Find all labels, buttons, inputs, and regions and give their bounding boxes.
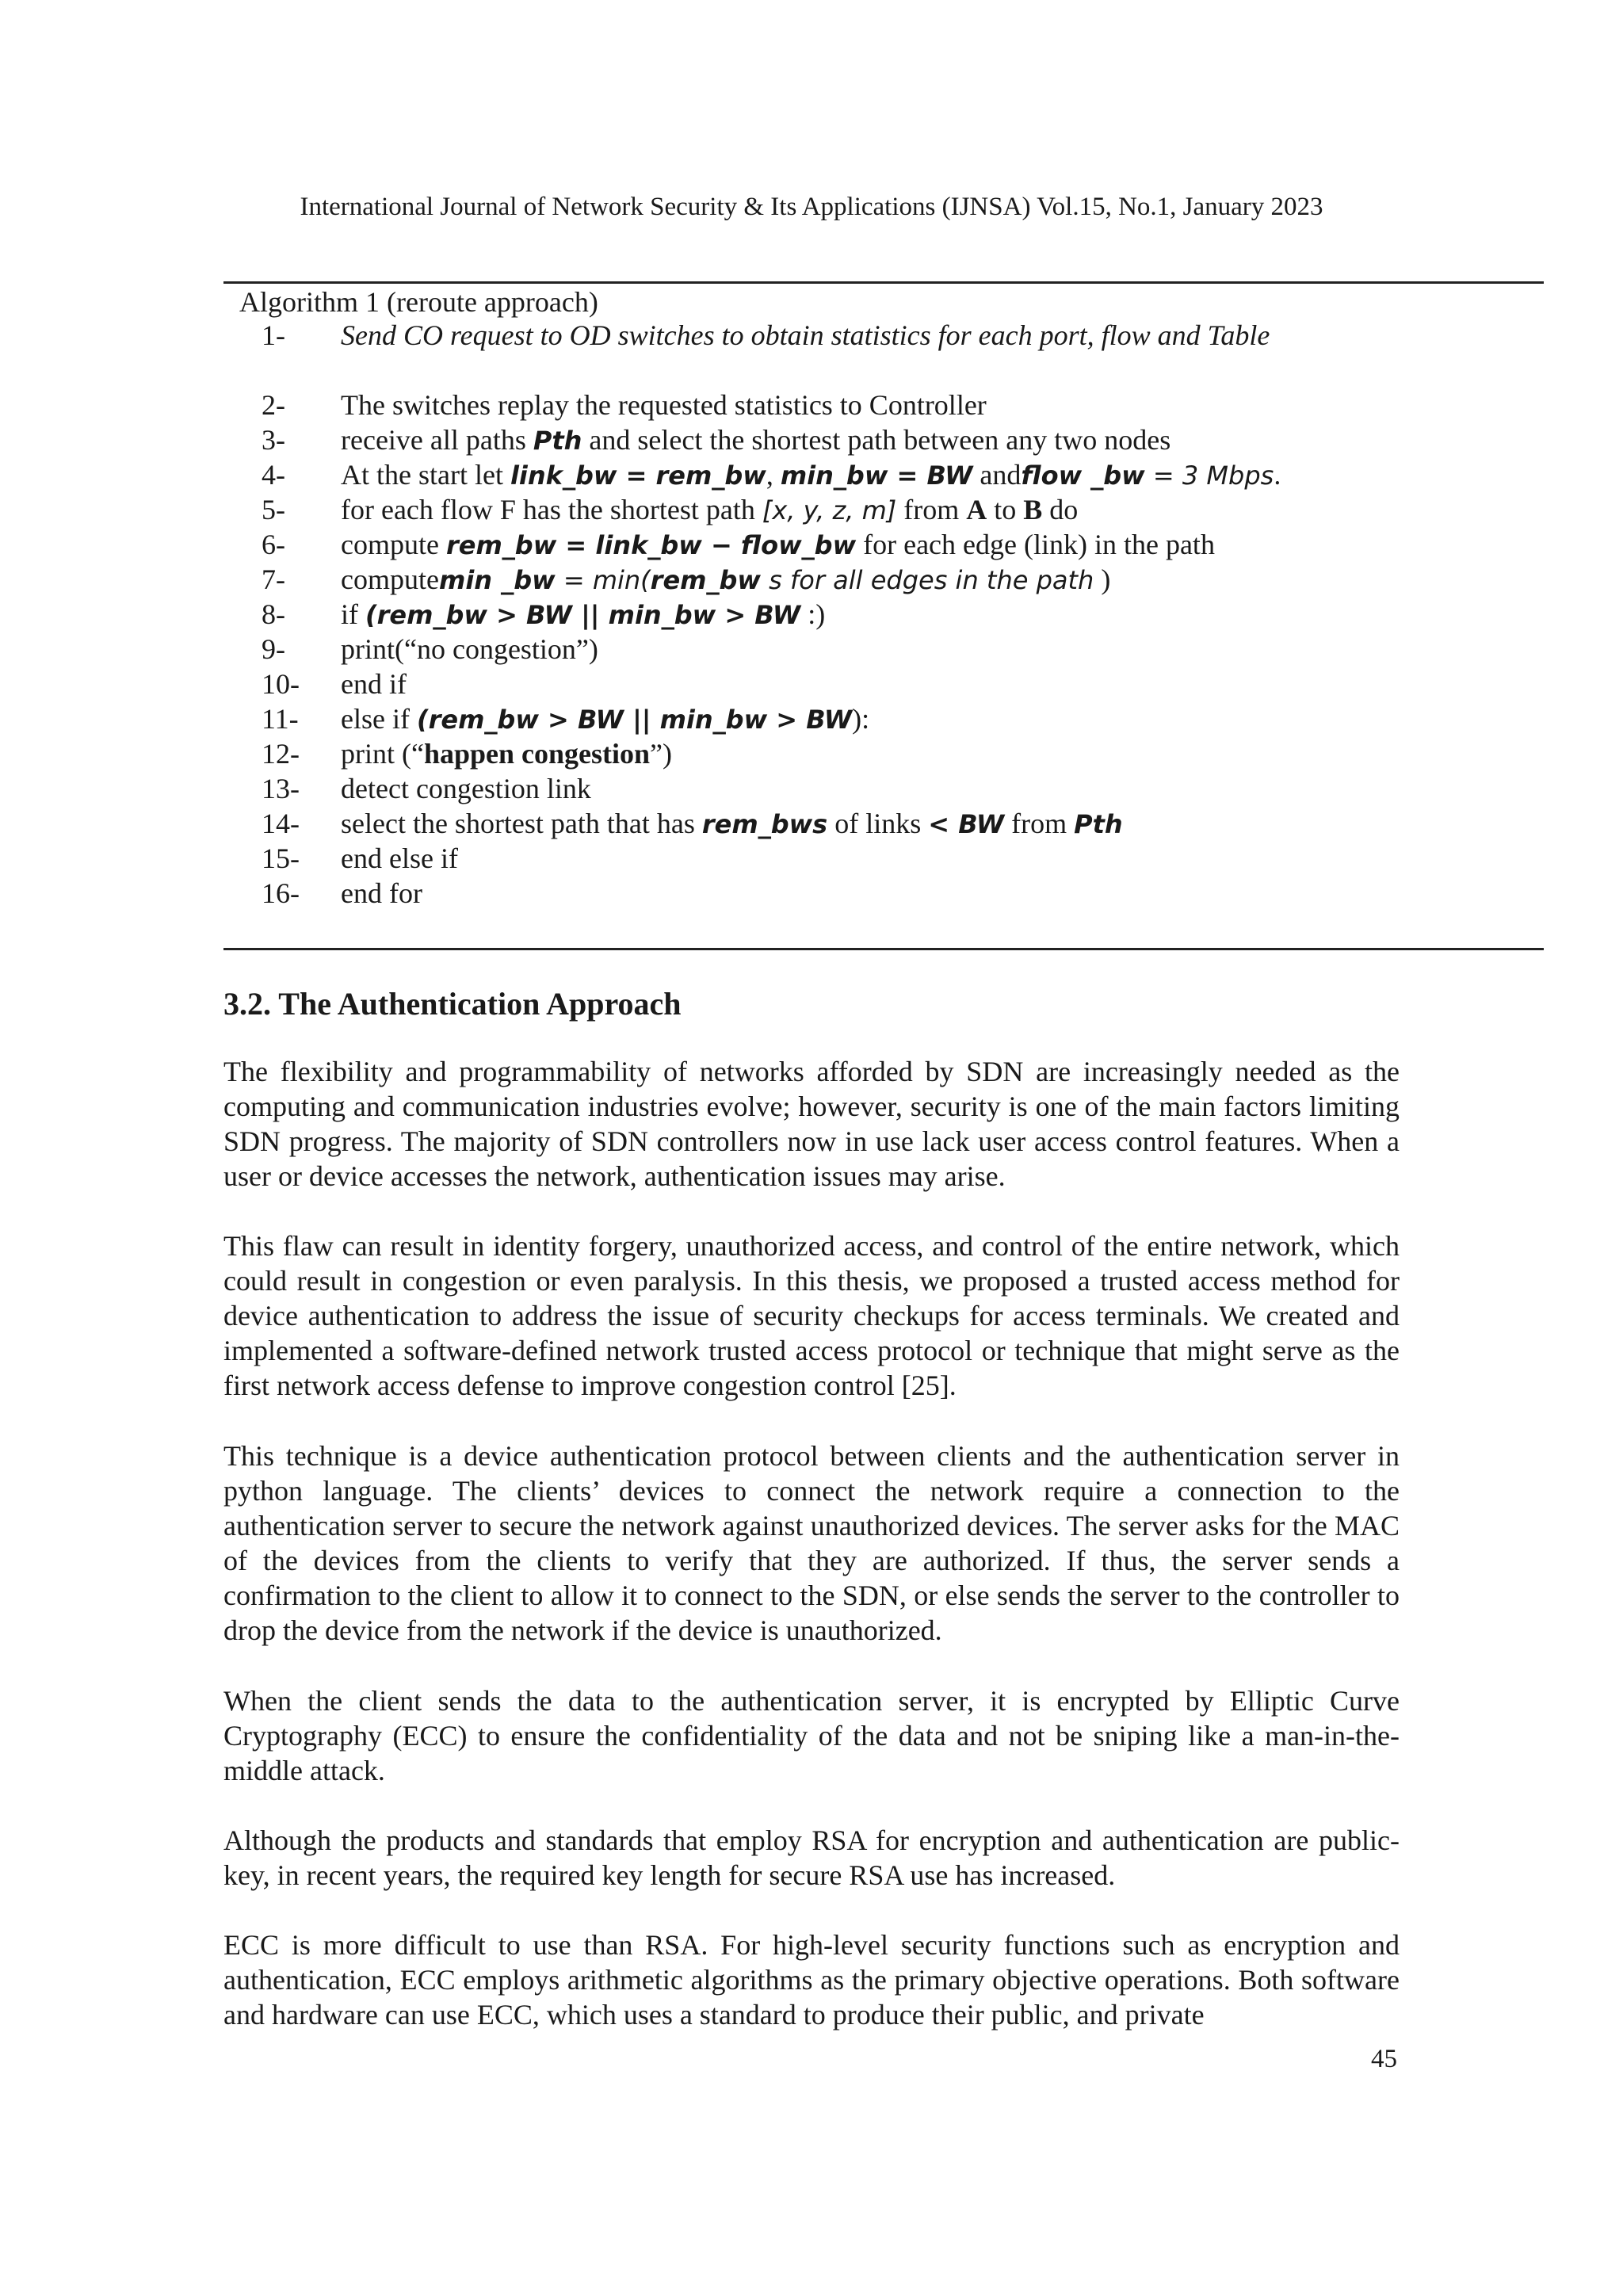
paragraph: This technique is a device authentication protocol between clients and the authentication server in python language. The clients’ devices to connect the network require a connection to the authentication server to secure the network against unauthorized devices. The server asks for the MAC of the devices from the clients to verify that they are authorized. If thus, the server sends a confirmation to the client to allow it to connect to the SDN, or else sends the server to the controller to drop the device from the network if the device is unauthorized.	[223, 1440, 1400, 1646]
line-number: 3-	[262, 424, 285, 456]
math-expression: (rem_bw > BW || min_bw > BW	[416, 705, 853, 735]
math-expression: min _bw	[438, 565, 556, 595]
algorithm-top-rule	[223, 281, 1544, 284]
line-number: 15-	[262, 842, 300, 874]
math-expression: (rem_bw > BW || min_bw > BW	[365, 600, 801, 630]
line-number: 6-	[262, 529, 285, 560]
line-text: The switches replay the requested statistics to Controller	[341, 389, 987, 421]
math-expression: [x, y, z, m]	[762, 495, 897, 525]
journal-header: International Journal of Network Security & Its Applications (IJNSA) Vol.15, No.1, January 2023	[300, 193, 1323, 221]
math-expression: Pth	[533, 426, 582, 456]
math-expression: < BW	[928, 809, 1005, 839]
algorithm-bottom-rule	[223, 948, 1544, 950]
math-expression: rem_bw = link_bw − flow_bw	[445, 530, 857, 560]
page-number: 45	[1371, 2045, 1397, 2073]
line-number: 8-	[262, 598, 285, 630]
paragraph: When the client sends the data to the authentication server, it is encrypted by Elliptic Curve Cryptography (ECC) to ensure the confidentiality of the data and not be sniping like a man-in-the-middle attack.	[223, 1685, 1400, 1786]
line-number: 9-	[262, 633, 285, 665]
line-number: 1-	[262, 319, 285, 351]
line-text: end else if	[341, 842, 458, 874]
paragraph: The flexibility and programmability of networks afforded by SDN are increasingly needed as the computing and communication industries evolve; however, security is one of the main factors limiting SDN progress. The majority of SDN controllers now in use lack user access control features. When a user or device accesses the network, authentication issues may arise.	[223, 1056, 1400, 1192]
line-text: detect congestion link	[341, 773, 591, 804]
math-expression: link_bw = rem_bw	[510, 460, 766, 491]
algorithm-title: Algorithm 1 (reroute approach)	[239, 286, 598, 318]
math-expression: s for all edges in the path	[760, 565, 1094, 595]
line-text: At the start let link_bw = rem_bw, min_bw = BW andflow _bw = 3 Mbps.	[341, 459, 1281, 491]
line-text: select the shortest path that has rem_bws of links < BW from Pth	[341, 808, 1123, 839]
line-text: end if	[341, 668, 407, 700]
line-text: computemin _bw = min(rem_bw s for all edges in the path )	[341, 563, 1111, 595]
line-text: if (rem_bw > BW || min_bw > BW :)	[341, 598, 826, 630]
math-expression: min_bw = BW	[780, 460, 973, 491]
line-number: 14-	[262, 808, 300, 839]
line-text: end for	[341, 877, 422, 909]
line-number: 2-	[262, 389, 285, 421]
line-number: 10-	[262, 668, 300, 700]
math-expression: rem_bw	[650, 565, 761, 595]
line-number: 16-	[262, 877, 300, 909]
line-text: print(“no congestion”)	[341, 633, 598, 665]
line-text: receive all paths Pth and select the shortest path between any two nodes	[341, 424, 1171, 456]
section-heading: 3.2. The Authentication Approach	[223, 986, 682, 1022]
line-text: else if (rem_bw > BW || min_bw > BW):	[341, 703, 870, 735]
line-number: 12-	[262, 738, 300, 770]
math-expression: rem_bws	[701, 809, 828, 839]
math-expression: flow _bw	[1021, 460, 1145, 491]
math-expression: = min(	[555, 565, 651, 595]
line-text: compute rem_bw = link_bw − flow_bw for each edge (link) in the path	[341, 529, 1215, 560]
math-expression: = 3 Mbps	[1144, 460, 1274, 491]
line-text: for each flow F has the shortest path [x, y, z, m] from A to B do	[341, 494, 1079, 525]
line-number: 7-	[262, 563, 285, 595]
math-expression: Pth	[1074, 809, 1123, 839]
line-number: 11-	[262, 703, 299, 735]
line-number: 5-	[262, 494, 285, 525]
paragraph: This flaw can result in identity forgery, unauthorized access, and control of the entire network, which could result in congestion or even paralysis. In this thesis, we proposed a trusted access method for device authentication to address the issue of security checkups for access terminals. We created and implemented a software-defined network trusted access protocol or technique that might serve as the first network access defense to improve congestion control [25].	[223, 1230, 1400, 1401]
paragraph: ECC is more difficult to use than RSA. For high-level security functions such as encryption and authentication, ECC employs arithmetic algorithms as the primary objective operations. Both software and hardware can use ECC, which uses a standard to produce their public, and private	[223, 1929, 1400, 2030]
line-number: 13-	[262, 773, 300, 804]
line-text: print (“happen congestion”)	[341, 738, 673, 770]
paragraph: Although the products and standards that employ RSA for encryption and authentication are public-key, in recent years, the required key length for secure RSA use has increased.	[223, 1824, 1400, 1891]
line-text: Send CO request to OD switches to obtain statistics for each port, flow and Table	[341, 319, 1270, 351]
line-number: 4-	[262, 459, 285, 491]
